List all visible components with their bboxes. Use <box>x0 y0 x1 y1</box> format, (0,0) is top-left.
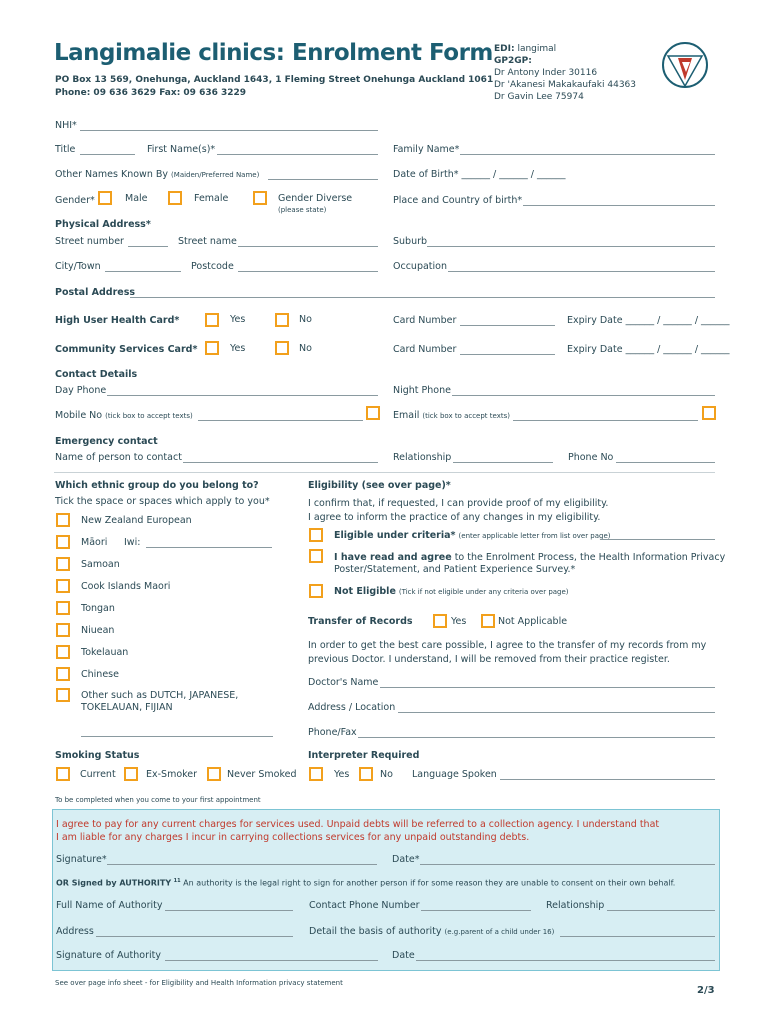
email-field[interactable] <box>513 420 698 421</box>
suburb-label: Suburb <box>393 236 428 247</box>
gender-label: Gender* <box>55 195 95 206</box>
postcode-label: Postcode <box>191 261 234 272</box>
iwi-label: Iwi: <box>124 537 141 548</box>
ethnic-tongan-label: Tongan <box>81 603 115 614</box>
place-of-birth-field[interactable] <box>523 205 715 206</box>
gender-diverse-label: Gender Diverse <box>278 193 353 204</box>
emergency-phone-label: Phone No <box>568 452 614 463</box>
nhi-field[interactable] <box>80 130 378 131</box>
ethnic-tokelauan-label: Tokelauan <box>81 647 129 658</box>
mobile-accept-texts-checkbox[interactable] <box>366 406 380 420</box>
authority-contact-phone-field[interactable] <box>421 910 531 911</box>
ethnic-tongan-checkbox[interactable] <box>56 601 70 615</box>
read-agree-label: I have read and agree to the Enrolment Process, the Health Information Privacy <box>334 552 726 563</box>
authority-basis-field[interactable] <box>560 936 715 937</box>
gender-female-label: Female <box>194 193 229 204</box>
authority-note: OR Signed by AUTHORITY $^{11}$ An authority is the legal right to sign for another person if for some reason they are unable to consent on their own behalf. <box>56 878 676 888</box>
read-agree-label-2: Poster/Statement, and Patient Experience Survey.* <box>334 564 576 575</box>
smoking-never-checkbox[interactable] <box>207 767 221 781</box>
first-names-label: First Name(s)* <box>147 144 216 155</box>
eligibility-line-2: I agree to inform the practice of any changes in my eligibility. <box>308 512 601 523</box>
city-town-label: City/Town <box>55 261 101 272</box>
section-divider <box>54 472 715 473</box>
ethnic-samoan-label: Samoan <box>81 559 120 570</box>
ethnic-heading: Which ethnic group do you belong to? <box>55 480 259 491</box>
high-user-card-number-field[interactable] <box>460 325 555 326</box>
occupation-label: Occupation <box>393 261 447 272</box>
community-yes-label: Yes <box>230 343 246 354</box>
nhi-label: NHI* <box>55 120 77 131</box>
address-location-field[interactable] <box>398 712 715 713</box>
first-names-field[interactable] <box>217 154 378 155</box>
community-yes-checkbox[interactable] <box>205 341 219 355</box>
signature-label: Signature* <box>56 854 107 865</box>
authority-date-label: Date <box>392 950 415 961</box>
community-card-label: Community Services Card* <box>55 344 198 355</box>
contact-details-heading: Contact Details <box>55 369 138 380</box>
smoking-heading: Smoking Status <box>55 750 140 761</box>
place-of-birth-label: Place and Country of birth* <box>393 195 523 206</box>
transfer-na-checkbox[interactable] <box>481 614 495 628</box>
ethnic-niuean-checkbox[interactable] <box>56 623 70 637</box>
community-no-label: No <box>299 343 312 354</box>
smoking-never-label: Never Smoked <box>227 769 297 780</box>
gender-male-label: Male <box>125 193 148 204</box>
ethnic-other-label-1: Other such as DUTCH, JAPANESE, <box>81 690 239 701</box>
ethnic-chinese-label: Chinese <box>81 669 119 680</box>
dob-field[interactable]: Date of Birth* ______ / ______ / ______ <box>393 169 566 180</box>
gp2gp-label: GP2GP: <box>494 56 532 66</box>
authority-relationship-field[interactable] <box>607 910 715 911</box>
doctor-3: Dr Gavin Lee 75974 <box>494 92 584 102</box>
signature-field[interactable] <box>107 864 377 865</box>
doctor-2: Dr 'Akanesi Makakaufaki 44363 <box>494 80 636 90</box>
ethnic-maori-label: Māori <box>81 537 108 548</box>
other-names-field[interactable] <box>268 179 378 180</box>
clinic-phone: Phone: 09 636 3629 Fax: 09 636 3229 <box>55 88 247 98</box>
mobile-label: Mobile No (tick box to accept texts) <box>55 410 193 421</box>
eligibility-heading: Eligibility (see over page)* <box>308 480 451 491</box>
ethnic-other-checkbox[interactable] <box>56 688 70 702</box>
family-name-label: Family Name* <box>393 144 460 155</box>
emergency-relationship-label: Relationship <box>393 452 452 463</box>
title-label: Title <box>55 144 76 155</box>
mobile-field[interactable] <box>198 420 363 421</box>
postal-address-label: Postal Address <box>55 287 136 298</box>
authority-full-name-label: Full Name of Authority <box>56 900 163 911</box>
doctor-name-label: Doctor's Name <box>308 677 379 688</box>
emergency-contact-heading: Emergency contact <box>55 436 158 447</box>
city-town-field[interactable] <box>105 271 181 272</box>
clinic-address: PO Box 13 569, Onehunga, Auckland 1643, 1 Fleming Street Onehunga Auckland 1061 <box>55 75 494 85</box>
community-card-number-field[interactable] <box>460 354 555 355</box>
community-expiry-field[interactable]: Expiry Date ______ / ______ / ______ <box>567 344 730 355</box>
signature-date-label: Date* <box>392 854 420 865</box>
phone-fax-field[interactable] <box>358 737 715 738</box>
other-names-label: Other Names Known By (Maiden/Preferred Name) <box>55 169 260 180</box>
authority-date-field[interactable] <box>416 960 715 961</box>
transfer-text-2: previous Doctor. I understand, I will be removed from their practice register. <box>308 654 670 665</box>
authority-address-label: Address <box>56 926 94 937</box>
ethnic-tokelauan-checkbox[interactable] <box>56 645 70 659</box>
high-user-card-label: High User Health Card* <box>55 315 180 326</box>
transfer-heading: Transfer of Records <box>308 616 413 627</box>
high-user-card-number-label: Card Number <box>393 315 457 326</box>
high-user-expiry-field[interactable]: Expiry Date ______ / ______ / ______ <box>567 315 730 326</box>
interpreter-yes-checkbox[interactable] <box>309 767 323 781</box>
authority-address-field[interactable] <box>96 936 293 937</box>
transfer-yes-checkbox[interactable] <box>433 614 447 628</box>
night-phone-field[interactable] <box>452 395 715 396</box>
read-agree-checkbox[interactable] <box>309 549 323 563</box>
agreement-text-2: I am liable for any charges I incur in carrying collections services for any unpaid outstanding debts. <box>56 832 530 843</box>
first-appointment-note: To be completed when you come to your first appointment <box>55 796 261 804</box>
email-accept-texts-checkbox[interactable] <box>702 406 716 420</box>
transfer-yes-label: Yes <box>451 616 467 627</box>
day-phone-label: Day Phone <box>55 385 107 396</box>
title-field[interactable] <box>80 154 135 155</box>
ethnic-sub: Tick the space or spaces which apply to you* <box>55 496 270 507</box>
doctor-name-field[interactable] <box>380 687 715 688</box>
community-no-checkbox[interactable] <box>275 341 289 355</box>
iwi-field[interactable] <box>146 547 272 548</box>
high-user-no-label: No <box>299 314 312 325</box>
transfer-text-1: In order to get the best care possible, I agree to the transfer of my records from my <box>308 640 707 651</box>
interpreter-no-checkbox[interactable] <box>359 767 373 781</box>
high-user-no-checkbox[interactable] <box>275 313 289 327</box>
smoking-current-label: Current <box>80 769 116 780</box>
interpreter-no-label: No <box>380 769 393 780</box>
language-spoken-label: Language Spoken <box>412 769 497 780</box>
high-user-yes-label: Yes <box>230 314 246 325</box>
authority-contact-phone-label: Contact Phone Number <box>309 900 420 911</box>
gender-diverse-checkbox[interactable] <box>253 191 267 205</box>
ethnic-cook-islands-checkbox[interactable] <box>56 579 70 593</box>
footer-note: See over page info sheet - for Eligibility and Health Information privacy statement <box>55 979 343 987</box>
ethnic-other-label-2: TOKELAUAN, FIJIAN <box>81 702 173 713</box>
email-label: Email (tick box to accept texts) <box>393 410 510 421</box>
transfer-na-label: Not Applicable <box>498 616 568 627</box>
authority-basis-label: Detail the basis of authority (e.g.parent of a child under 16) <box>309 926 555 937</box>
smoking-ex-label: Ex-Smoker <box>146 769 198 780</box>
authority-signature-label: Signature of Authority <box>56 950 161 961</box>
agreement-text-1: I agree to pay for any current charges for services used. Unpaid debts will be referred to a collection agency. I understand that <box>56 819 660 830</box>
edi-line: EDI: langimal <box>494 44 557 54</box>
occupation-field[interactable] <box>448 271 715 272</box>
not-eligible-label: Not Eligible (Tick if not eligible under any criteria over page) <box>334 586 569 597</box>
form-title: Langimalie clinics: Enrolment Form <box>54 40 493 66</box>
address-location-label: Address / Location <box>308 702 396 713</box>
authority-signature-field[interactable] <box>165 960 378 961</box>
authority-relationship-label: Relationship <box>546 900 605 911</box>
ethnic-cook-islands-label: Cook Islands Maori <box>81 581 171 592</box>
language-spoken-field[interactable] <box>500 779 715 780</box>
ethnic-samoan-checkbox[interactable] <box>56 557 70 571</box>
postal-address-field[interactable] <box>130 297 715 298</box>
smoking-ex-checkbox[interactable] <box>124 767 138 781</box>
postcode-field[interactable] <box>238 271 378 272</box>
suburb-field[interactable] <box>427 246 715 247</box>
street-number-label: Street number <box>55 236 124 247</box>
gender-female-checkbox[interactable] <box>168 191 182 205</box>
authority-full-name-field[interactable] <box>165 910 293 911</box>
smoking-current-checkbox[interactable] <box>56 767 70 781</box>
eligible-criteria-checkbox[interactable] <box>309 528 323 542</box>
emergency-name-label: Name of person to contact <box>55 452 182 463</box>
eligible-criteria-field[interactable] <box>600 539 715 540</box>
ethnic-maori-checkbox[interactable] <box>56 535 70 549</box>
doctor-1: Dr Antony Inder 30116 <box>494 68 598 78</box>
emergency-name-field[interactable] <box>183 462 378 463</box>
emergency-phone-field[interactable] <box>616 462 715 463</box>
page-number: 2/3 <box>697 985 715 996</box>
physical-address-heading: Physical Address* <box>55 219 151 230</box>
gender-male-checkbox[interactable] <box>98 191 112 205</box>
emergency-relationship-field[interactable] <box>453 462 553 463</box>
not-eligible-checkbox[interactable] <box>309 584 323 598</box>
ethnic-chinese-checkbox[interactable] <box>56 667 70 681</box>
phone-fax-label: Phone/Fax <box>308 727 357 738</box>
street-name-field[interactable] <box>238 246 378 247</box>
street-number-field[interactable] <box>128 246 168 247</box>
day-phone-field[interactable] <box>107 395 378 396</box>
ethnic-nz-european-label: New Zealand European <box>81 515 192 526</box>
signature-date-field[interactable] <box>420 864 715 865</box>
clinic-logo-icon <box>660 40 710 90</box>
night-phone-label: Night Phone <box>393 385 451 396</box>
street-name-label: Street name <box>178 236 237 247</box>
ethnic-nz-european-checkbox[interactable] <box>56 513 70 527</box>
community-card-number-label: Card Number <box>393 344 457 355</box>
family-name-field[interactable] <box>460 154 715 155</box>
please-state-hint: (please state) <box>278 206 327 214</box>
interpreter-heading: Interpreter Required <box>308 750 420 761</box>
eligibility-line-1: I confirm that, if requested, I can provide proof of my eligibility. <box>308 498 609 509</box>
ethnic-other-field[interactable] <box>81 736 273 737</box>
high-user-yes-checkbox[interactable] <box>205 313 219 327</box>
ethnic-niuean-label: Niuean <box>81 625 115 636</box>
eligible-criteria-label: Eligible under criteria* (enter applicable letter from list over page) <box>334 530 611 541</box>
interpreter-yes-label: Yes <box>334 769 350 780</box>
